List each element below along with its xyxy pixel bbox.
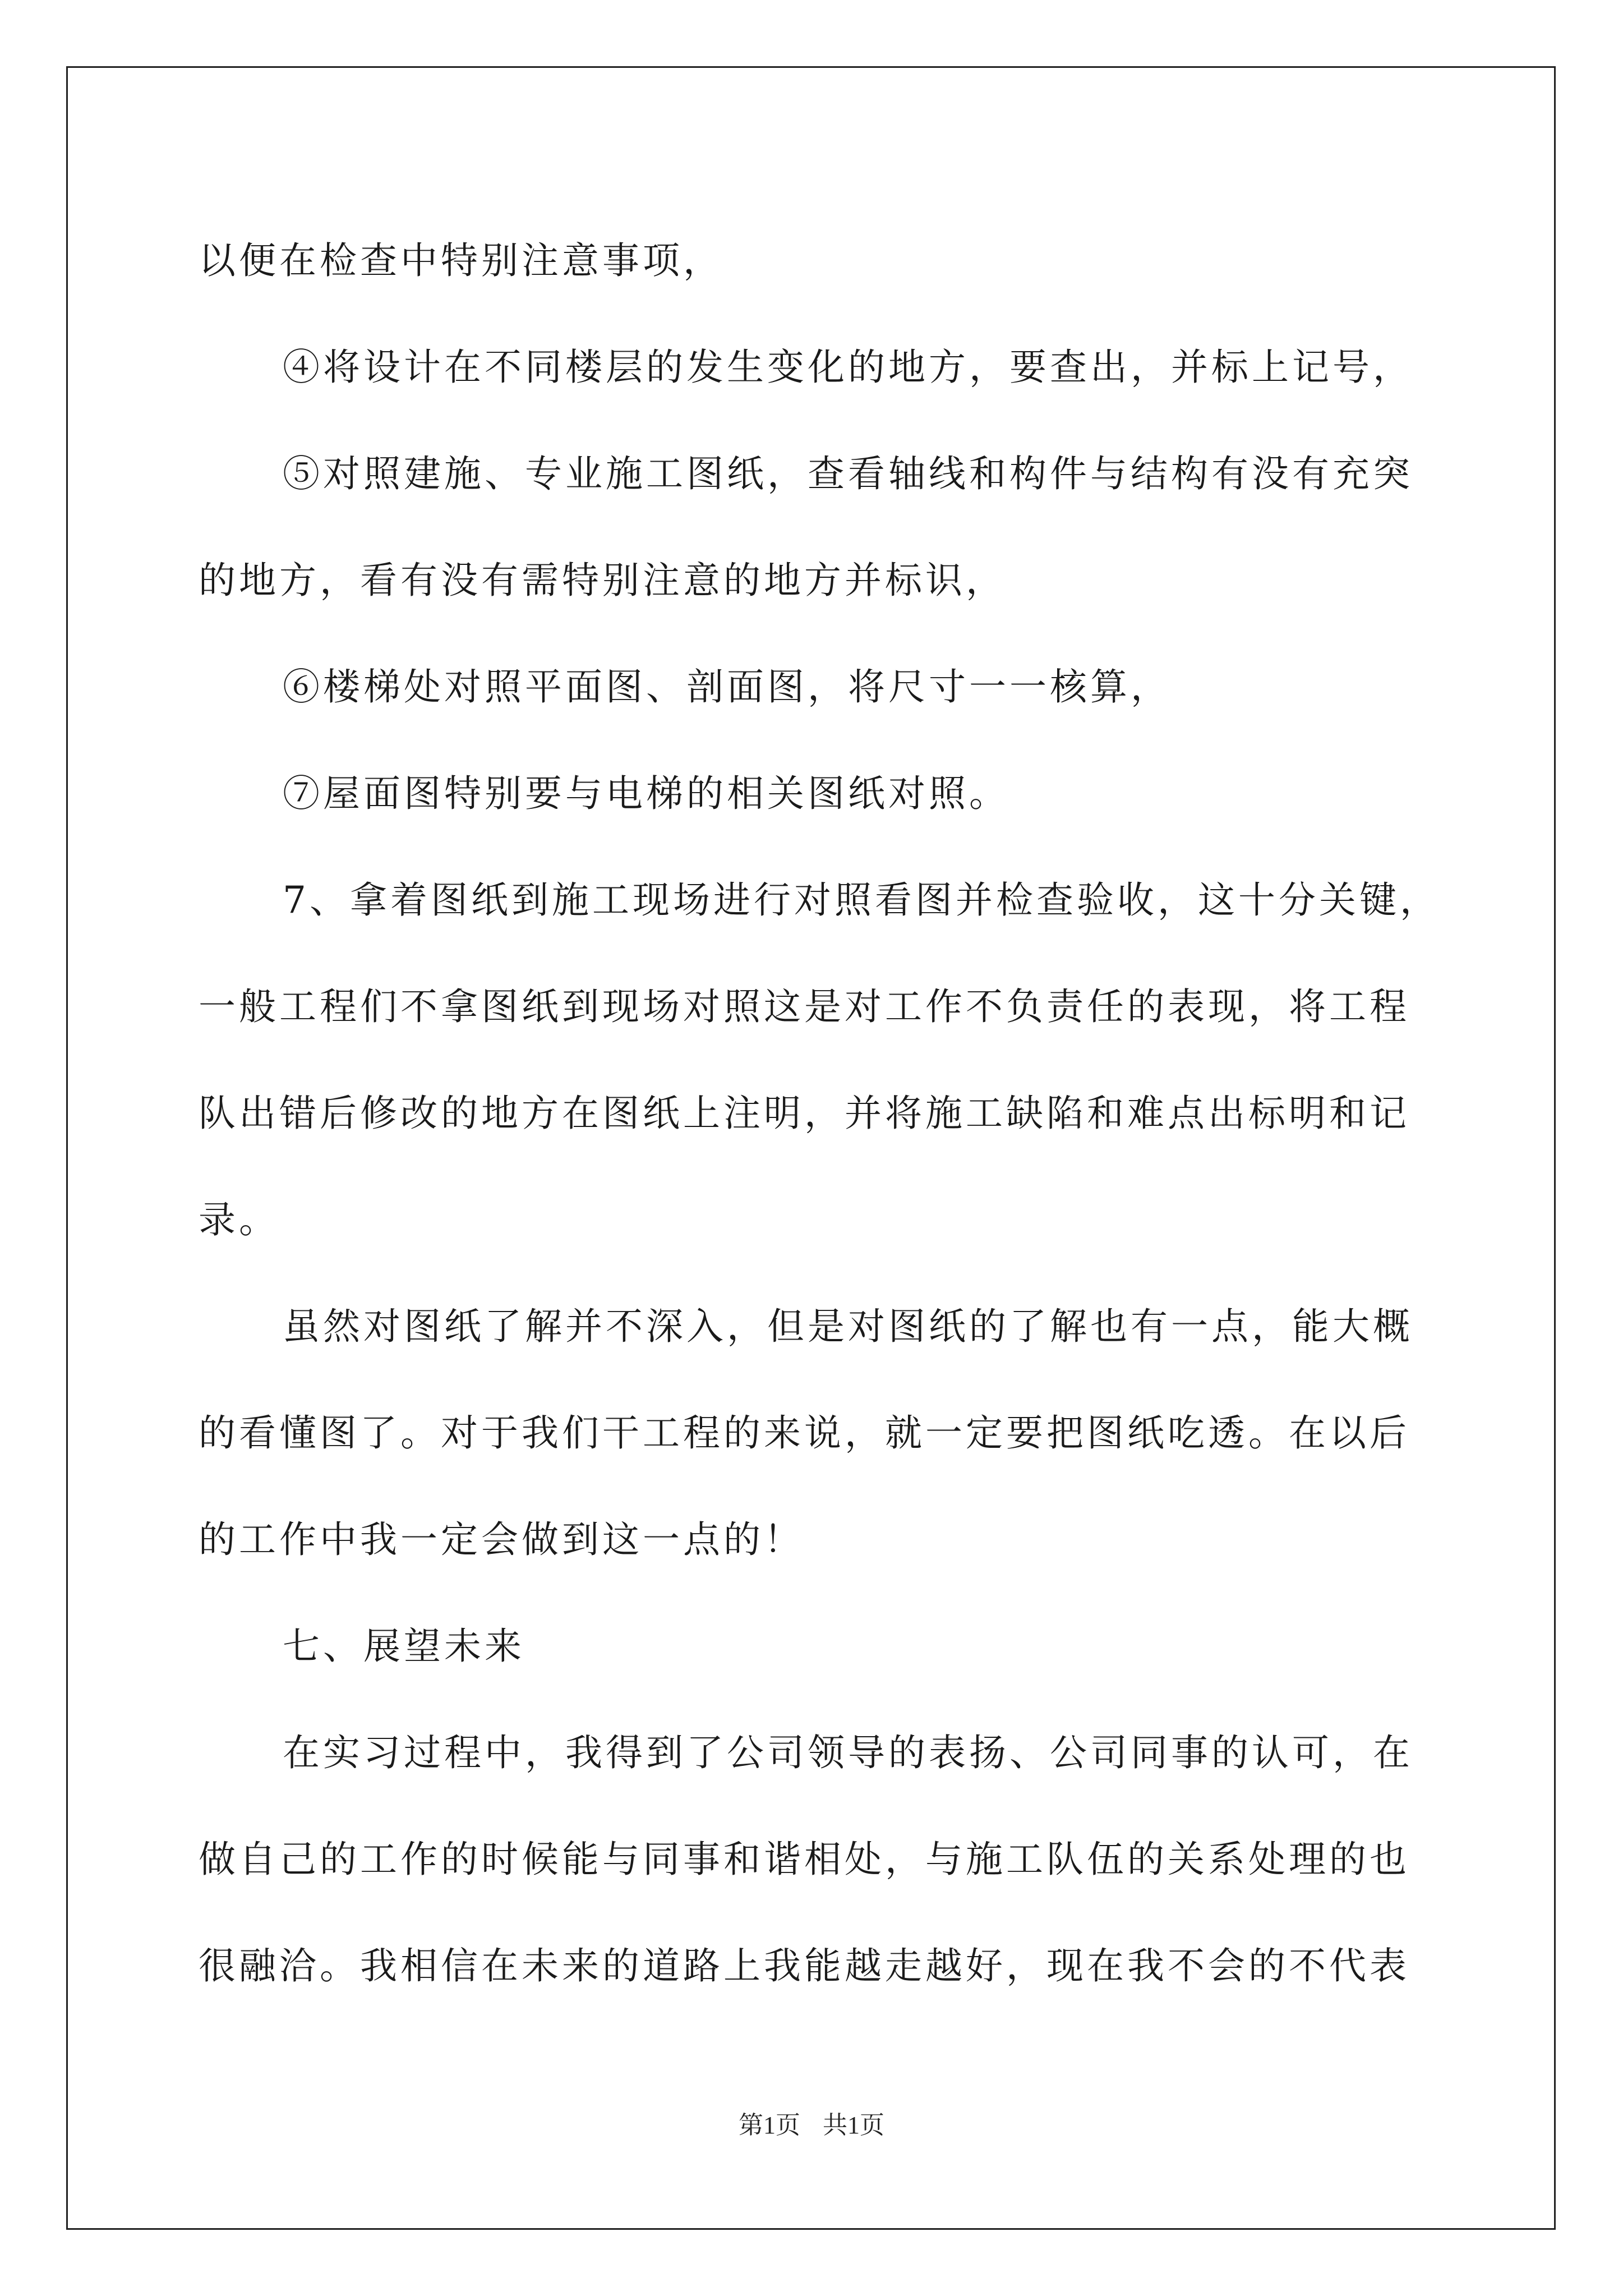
text-line: 做自己的工作的时候能与同事和谐相处，与施工队伍的关系处理的也 bbox=[199, 1838, 1410, 1881]
text-line: 很融洽。我相信在未来的道路上我能越走越好，现在我不会的不代表 bbox=[199, 1944, 1410, 1987]
document-body bbox=[199, 208, 1440, 2019]
page-total: 共1页 bbox=[823, 2111, 884, 2139]
page-footer bbox=[0, 2105, 1623, 2141]
text-line: ④将设计在不同楼层的发生变化的地方，要查出，并标上记号， bbox=[283, 346, 1413, 389]
page-number: 第1页 bbox=[739, 2111, 800, 2139]
text-line: ⑥楼梯处对照平面图、剖面图，将尺寸一一核算， bbox=[283, 665, 1171, 708]
text-line: 队出错后修改的地方在图纸上注明，并将施工缺陷和难点出标明和记 bbox=[199, 1092, 1410, 1135]
text-line: ⑤对照建施、专业施工图纸，查看轴线和构件与结构有没有充突 bbox=[283, 452, 1413, 495]
text-line: ⑦屋面图特别要与电梯的相关图纸对照。 bbox=[283, 772, 1009, 815]
text-line: 的工作中我一定会做到这一点的！ bbox=[199, 1518, 804, 1561]
text-line: 的地方，看有没有需特别注意的地方并标识， bbox=[199, 559, 1006, 602]
text-line: 虽然对图纸了解并不深入，但是对图纸的了解也有一点，能大概 bbox=[283, 1305, 1413, 1348]
text-line: 录。 bbox=[199, 1198, 279, 1241]
text-line: 的看懂图了。对于我们干工程的来说，就一定要把图纸吃透。在以后 bbox=[199, 1411, 1410, 1455]
text-line: 在实习过程中，我得到了公司领导的表扬、公司同事的认可，在 bbox=[283, 1731, 1413, 1774]
text-line: 7、拿着图纸到施工现场进行对照看图并检查验收，这十分关键， bbox=[283, 878, 1440, 922]
text-line: 以便在检查中特别注意事项， bbox=[199, 239, 723, 282]
section-heading: 七、展望未来 bbox=[283, 1625, 525, 1668]
text-line: 一般工程们不拿图纸到现场对照这是对工作不负责任的表现，将工程 bbox=[199, 985, 1410, 1028]
